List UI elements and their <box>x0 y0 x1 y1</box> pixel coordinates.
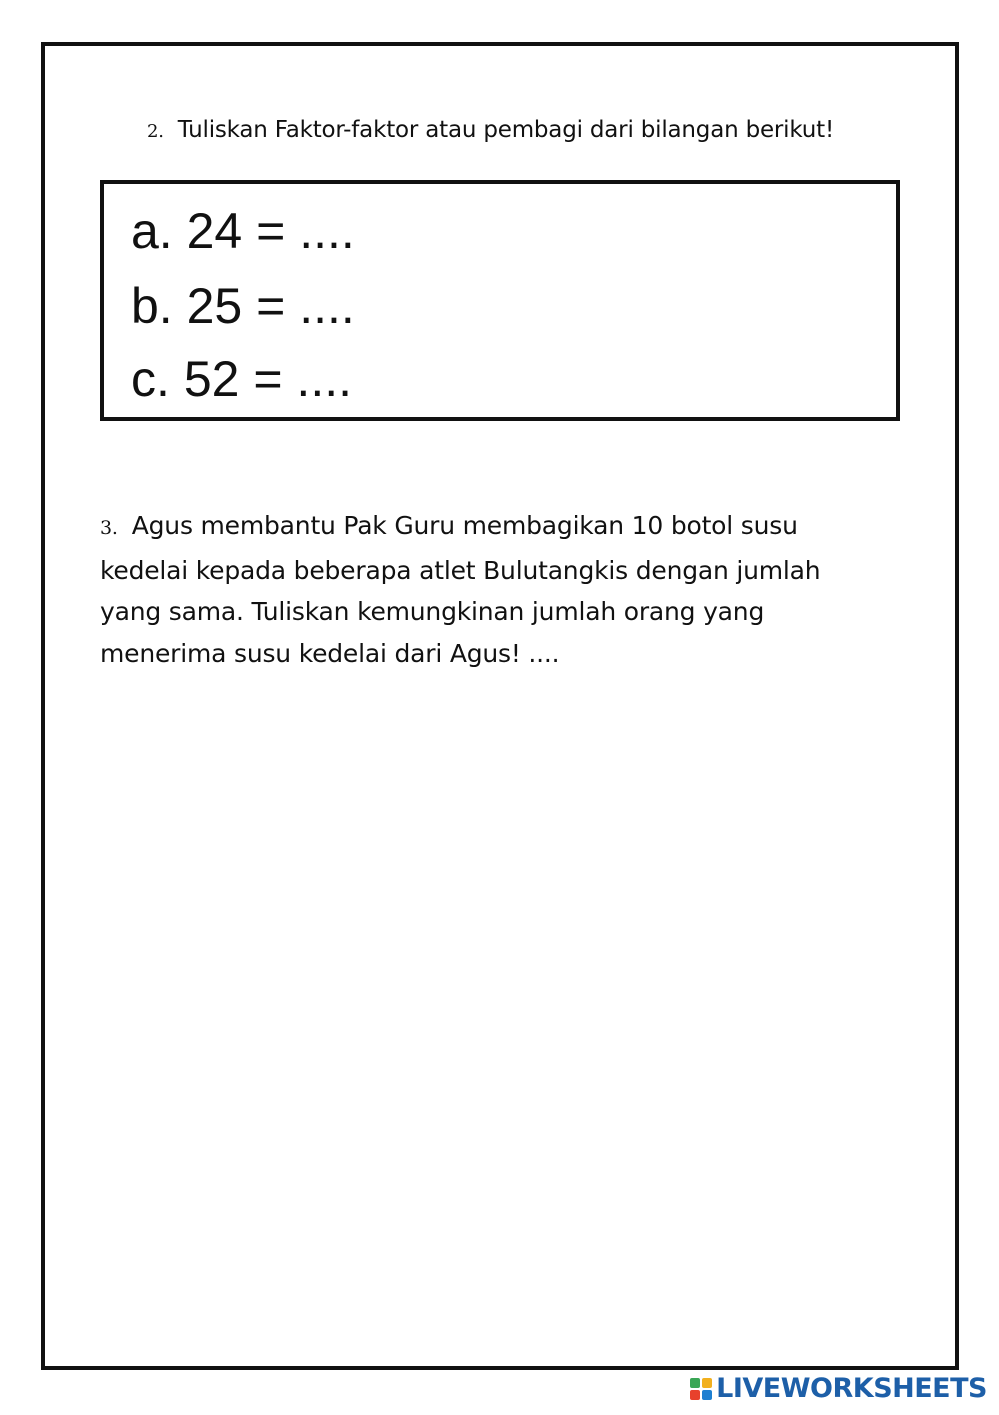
answer-blank[interactable]: = .... <box>256 203 355 259</box>
liveworksheets-watermark <box>690 1373 987 1404</box>
question-3 <box>100 505 880 674</box>
liveworksheets-logo-text: LIVEWORKSHEETS <box>716 1373 987 1404</box>
question-3-text-line-2: kedelai kepada beberapa atlet Bulutangkis dengan jumlah <box>100 555 821 585</box>
answer-line-b[interactable] <box>131 278 355 334</box>
question-3-line <box>100 505 880 550</box>
answer-label: a. <box>131 203 173 259</box>
answer-number: 52 <box>183 351 240 407</box>
liveworksheets-logo-icon <box>690 1378 712 1400</box>
answer-blank[interactable]: = .... <box>253 351 353 407</box>
question-3-text-line-3: yang sama. Tuliskan kemungkinan jumlah orang yang <box>100 597 765 626</box>
answer-line-c[interactable] <box>131 351 353 407</box>
answer-number: 25 <box>186 278 243 334</box>
answer-line-a[interactable] <box>131 203 355 259</box>
question-3-number: 3. <box>100 517 118 539</box>
answer-label: c. <box>131 351 170 407</box>
question-3-text-line-4[interactable]: menerima susu kedelai dari Agus! .... <box>100 638 560 668</box>
question-3-text-line-1: Agus membantu Pak Guru membagikan 10 botol susu <box>131 511 798 540</box>
question-2-number: 2. <box>147 121 164 142</box>
answer-number: 24 <box>186 203 243 259</box>
answer-blank[interactable]: = .... <box>256 278 355 334</box>
question-2 <box>147 117 834 143</box>
answer-label: b. <box>131 278 173 334</box>
question-2-text: Tuliskan Faktor-faktor atau pembagi dari bilangan berikut! <box>177 117 835 143</box>
answer-box <box>100 180 900 421</box>
